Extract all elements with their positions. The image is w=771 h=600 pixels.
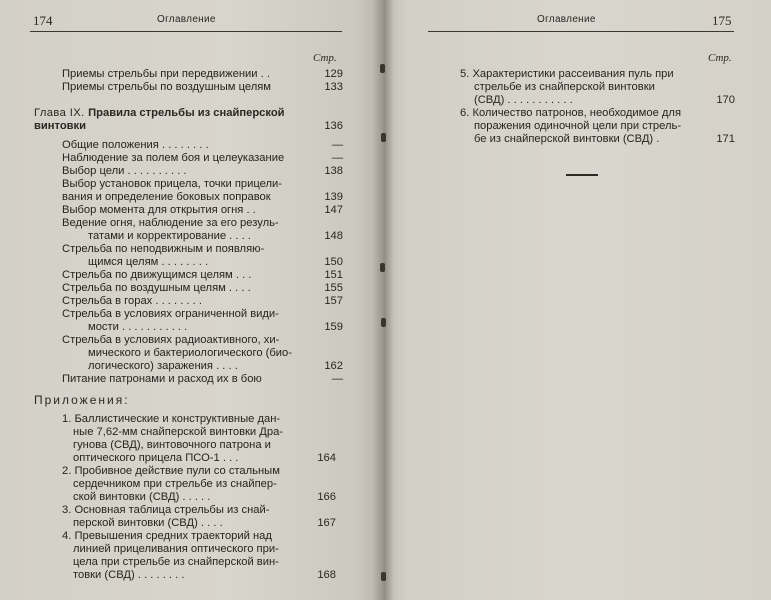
toc-page-number: 148 bbox=[324, 230, 343, 242]
toc-entry: Ведение огня, наблюдение за его резуль- bbox=[62, 217, 279, 229]
appendix-entry-continued: товки (СВД) . . . . . . . . bbox=[73, 569, 185, 581]
toc-page-number: 138 bbox=[324, 165, 343, 177]
appendix-entry-continued: (СВД) . . . . . . . . . . . bbox=[474, 94, 573, 106]
binding-stitch bbox=[380, 263, 385, 272]
toc-entry-continued: щимся целям . . . . . . . . bbox=[88, 256, 209, 268]
toc-entry-continued: вания и определение боковых поправок bbox=[62, 191, 271, 203]
toc-page-number: 133 bbox=[324, 81, 343, 93]
appendix-page-number: 166 bbox=[317, 491, 336, 503]
appendix-entry-continued: сердечником при стрельбе из снайпер- bbox=[73, 478, 277, 490]
toc-page-number: 147 bbox=[324, 204, 343, 216]
toc-page-number: — bbox=[331, 373, 343, 385]
appendix-heading: Приложения: bbox=[34, 393, 130, 407]
left-column-label: Стр. bbox=[313, 52, 337, 64]
appendix-entry-continued: стрельбе из снайперской винтовки bbox=[474, 81, 655, 93]
left-header-rule bbox=[30, 31, 342, 32]
left-running-header: Оглавление bbox=[157, 14, 216, 25]
toc-page-number: 159 bbox=[324, 321, 343, 333]
toc-entry: Стрельба в горах . . . . . . . . bbox=[62, 295, 202, 307]
appendix-page-number: 170 bbox=[716, 94, 735, 106]
toc-entry: Приемы стрельбы по воздушным целям bbox=[62, 81, 271, 93]
appendix-entry: 3. Основная таблица стрельбы из снай- bbox=[62, 504, 270, 516]
toc-entry: Стрельба по неподвижным и появляю- bbox=[62, 243, 265, 255]
toc-entry: Питание патронами и расход их в бою bbox=[62, 373, 262, 385]
appendix-entry: 5. Характеристики рассеивания пуль при bbox=[460, 68, 674, 80]
toc-entry: Наблюдение за полем боя и целеуказание bbox=[62, 152, 285, 164]
appendix-entry-continued: бе из снайперской винтовки (СВД) . bbox=[474, 133, 660, 145]
right-running-header: Оглавление bbox=[537, 14, 596, 25]
toc-entry: Выбор момента для открытия огня . . bbox=[62, 204, 256, 216]
appendix-entry-continued: ные 7,62-мм снайперской винтовки Дра- bbox=[73, 426, 284, 438]
appendix-entry: 4. Превышения средних траекторий над bbox=[62, 530, 272, 542]
toc-entry-continued: логического) заражения . . . . bbox=[88, 360, 238, 372]
toc-entry-continued: мического и бактериологического (био- bbox=[88, 347, 292, 359]
toc-page-number: 162 bbox=[324, 360, 343, 372]
chapter-page-number: 136 bbox=[324, 120, 343, 132]
chapter-title: Правила стрельбы из снайперской bbox=[88, 107, 285, 119]
binding-stitch bbox=[380, 64, 385, 73]
appendix-entry-continued: перской винтовки (СВД) . . . . bbox=[73, 517, 223, 529]
toc-entry: Выбор установок прицела, точки прицели- bbox=[62, 178, 283, 190]
right-page-number: 175 bbox=[712, 13, 732, 28]
toc-page-number: 155 bbox=[324, 282, 343, 294]
toc-page-number: 150 bbox=[324, 256, 343, 268]
toc-entry: Выбор цели . . . . . . . . . . bbox=[62, 165, 187, 177]
appendix-entry-continued: поражения одиночной цели при стрель- bbox=[474, 120, 682, 132]
toc-entry: Стрельба в условиях радиоактивного, хи- bbox=[62, 334, 280, 346]
chapter-heading bbox=[34, 106, 285, 120]
toc-entry-continued: татами и корректирование . . . . bbox=[88, 230, 251, 242]
chapter-heading-continued bbox=[34, 119, 86, 133]
appendix-entry-continued: гунова (СВД), винтовочного патрона и bbox=[73, 439, 271, 451]
appendix-page-number: 171 bbox=[716, 133, 735, 145]
toc-entry: Приемы стрельбы при передвижении . . bbox=[62, 68, 270, 80]
toc-page-number: 157 bbox=[324, 295, 343, 307]
toc-entry-continued: мости . . . . . . . . . . . bbox=[88, 321, 188, 333]
toc-entry: Общие положения . . . . . . . . bbox=[62, 139, 209, 151]
appendix-page-number: 164 bbox=[317, 452, 336, 464]
chapter-title-continued: винтовки bbox=[34, 120, 87, 132]
book-gutter bbox=[372, 0, 394, 600]
end-dash-divider bbox=[566, 174, 598, 176]
binding-stitch bbox=[381, 133, 386, 142]
appendix-page-number: 167 bbox=[317, 517, 336, 529]
binding-stitch bbox=[381, 318, 386, 327]
chapter-prefix: Глава IX. bbox=[34, 107, 85, 119]
toc-page-number: 151 bbox=[324, 269, 343, 281]
appendix-entry: 2. Пробивное действие пули со стальным bbox=[62, 465, 280, 477]
toc-entry: Стрельба по воздушным целям . . . . bbox=[62, 282, 251, 294]
right-column-label: Стр. bbox=[708, 52, 732, 64]
toc-page-number: — bbox=[331, 152, 343, 164]
appendix-entry-continued: линией прицеливания оптического при- bbox=[73, 543, 279, 555]
toc-entry: Стрельба в условиях ограниченной види- bbox=[62, 308, 279, 320]
appendix-page-number: 168 bbox=[317, 569, 336, 581]
appendix-entry-continued: ской винтовки (СВД) . . . . . bbox=[73, 491, 211, 503]
binding-stitch bbox=[381, 572, 386, 581]
appendix-entry: 6. Количество патронов, необходимое для bbox=[460, 107, 682, 119]
right-header-rule bbox=[428, 31, 734, 32]
left-page-number: 174 bbox=[33, 13, 53, 28]
toc-page-number: 129 bbox=[324, 68, 343, 80]
toc-entry: Стрельба по движущимся целям . . . bbox=[62, 269, 252, 281]
toc-page-number: 139 bbox=[324, 191, 343, 203]
appendix-entry-continued: цела при стрельбе из снайперской вин- bbox=[73, 556, 279, 568]
appendix-entry-continued: оптического прицела ПСО-1 . . . bbox=[73, 452, 239, 464]
toc-page-number: — bbox=[331, 139, 343, 151]
appendix-entry: 1. Баллистические и конструктивные дан- bbox=[62, 413, 281, 425]
